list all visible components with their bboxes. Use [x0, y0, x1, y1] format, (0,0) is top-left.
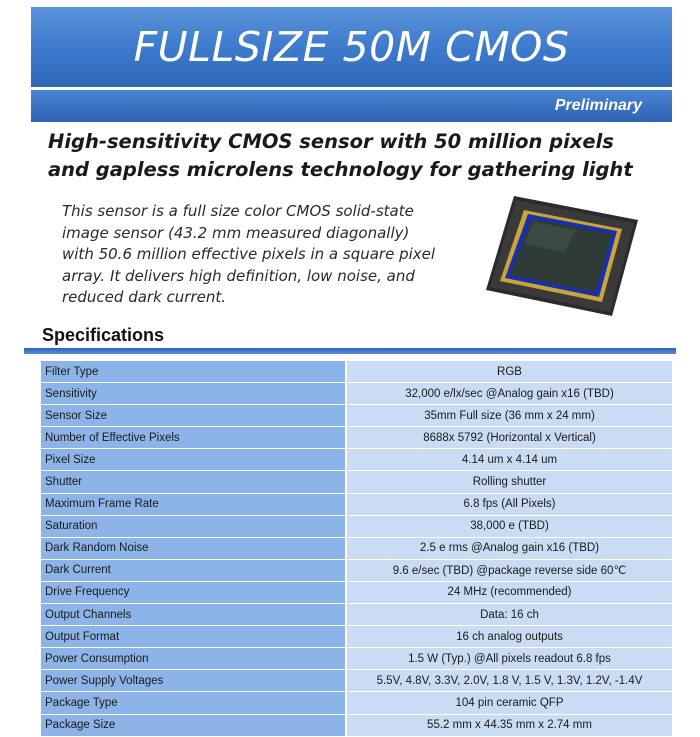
- spec-label: Package Size: [41, 715, 347, 736]
- table-row: [41, 648, 672, 670]
- spec-value: 2.5 e rms @Analog gain x16 (TBD): [347, 538, 672, 559]
- status-label: Preliminary: [554, 97, 642, 114]
- specifications-heading: Specifications: [42, 325, 165, 345]
- spec-value: 35mm Full size (36 mm x 24 mm): [347, 405, 672, 426]
- spec-value: RGB: [347, 361, 672, 382]
- spec-label: Dark Current: [41, 560, 347, 581]
- spec-value: 104 pin ceramic QFP: [347, 692, 672, 713]
- spec-value: 5.5V, 4.8V, 3.3V, 2.0V, 1.8 V, 1.5 V, 1.3V, 1.2V, -1.4V: [347, 670, 672, 691]
- spec-value: 8688x 5792 (Horizontal x Vertical): [347, 427, 672, 448]
- table-row: [41, 538, 672, 560]
- table-row: [41, 361, 672, 383]
- spec-value: 4.14 um x 4.14 um: [347, 449, 672, 470]
- spec-label: Sensor Size: [41, 405, 347, 426]
- headline: High-sensitivity CMOS sensor with 50 million pixels and gapless microlens technology for gathering light: [48, 130, 633, 181]
- spec-value: 24 MHz (recommended): [347, 582, 672, 603]
- spec-label: Sensitivity: [41, 383, 347, 404]
- table-row: [41, 715, 672, 737]
- table-row: [41, 670, 672, 692]
- spec-value: 38,000 e (TBD): [347, 516, 672, 537]
- specifications-table: [41, 361, 672, 737]
- table-row: [41, 516, 672, 538]
- table-row: [41, 560, 672, 582]
- spec-value: 55.2 mm x 44.35 mm x 2.74 mm: [347, 715, 672, 736]
- spec-label: Shutter: [41, 471, 347, 492]
- status-bar: [31, 90, 672, 122]
- spec-label: Package Type: [41, 692, 347, 713]
- spec-value: 32,000 e/lx/sec @Analog gain x16 (TBD): [347, 383, 672, 404]
- spec-value: 9.6 e/sec (TBD) @package reverse side 60℃: [347, 560, 672, 581]
- spec-value: 16 ch analog outputs: [347, 626, 672, 647]
- spec-label: Filter Type: [41, 361, 347, 382]
- spec-label: Maximum Frame Rate: [41, 494, 347, 515]
- sensor-chip-image: [484, 192, 640, 318]
- spec-value: 1.5 W (Typ.) @All pixels readout 6.8 fps: [347, 648, 672, 669]
- spec-label: Output Format: [41, 626, 347, 647]
- spec-label: Pixel Size: [41, 449, 347, 470]
- spec-label: Saturation: [41, 516, 347, 537]
- page-title: FULLSIZE 50M CMOS: [133, 23, 570, 71]
- description: This sensor is a full size color CMOS solid-state image sensor (43.2 mm measured diagonally) with 50.6 million effective pixels in a square pixel array. It delivers high definition, low noise, and reduced dark current.: [62, 202, 436, 306]
- table-row: [41, 427, 672, 449]
- spec-label: Power Consumption: [41, 648, 347, 669]
- spec-label: Power Supply Voltages: [41, 670, 347, 691]
- table-row: [41, 383, 672, 405]
- section-divider: [24, 348, 676, 354]
- table-row: [41, 582, 672, 604]
- spec-label: Output Channels: [41, 604, 347, 625]
- table-row: [41, 494, 672, 516]
- table-row: [41, 626, 672, 648]
- spec-value: Data: 16 ch: [347, 604, 672, 625]
- spec-value: Rolling shutter: [347, 471, 672, 492]
- spec-label: Drive Frequency: [41, 582, 347, 603]
- table-row: [41, 604, 672, 626]
- spec-label: Number of Effective Pixels: [41, 427, 347, 448]
- spec-value: 6.8 fps (All Pixels): [347, 494, 672, 515]
- table-row: [41, 405, 672, 427]
- table-row: [41, 692, 672, 714]
- table-row: [41, 471, 672, 493]
- spec-label: Dark Random Noise: [41, 538, 347, 559]
- table-row: [41, 449, 672, 471]
- title-banner: [31, 7, 672, 87]
